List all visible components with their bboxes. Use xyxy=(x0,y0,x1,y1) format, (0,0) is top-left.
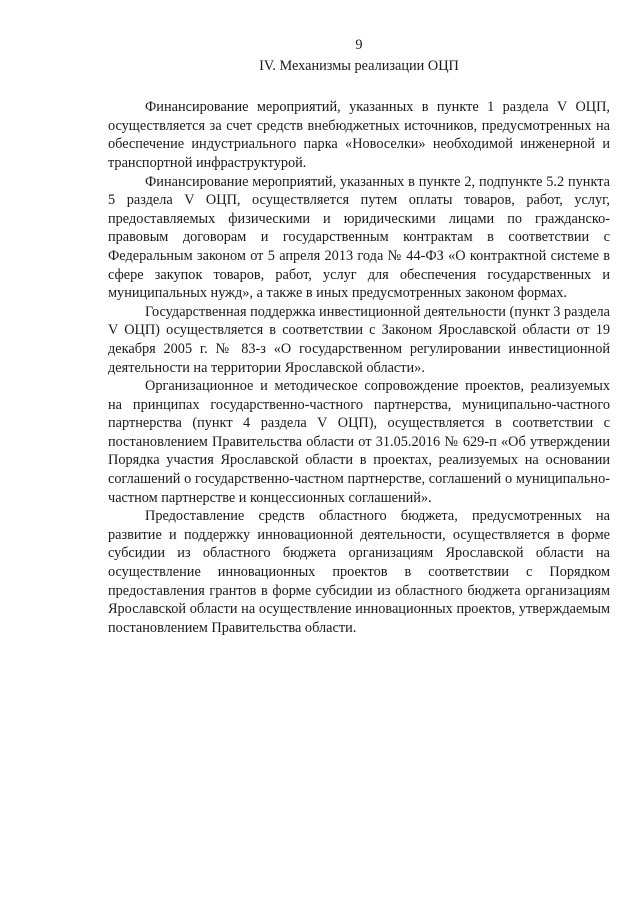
paragraph-investment-support: Государственная поддержка инвестиционной деятельности (пункт 3 раздела V ОЦП) осуществляется в соответствии с Законом Ярославской области от 19 декабря 2005 г. № 83-з «О государственном регулировании инвестиционной деятельности на территории Ярославской области». xyxy=(108,303,611,376)
paragraph-funding-procurement: Финансирование мероприятий, указанных в пункте 2, подпункте 5.2 пункта 5 раздела V ОЦП, осуществляется путем оплаты товаров, работ, услуг, предоставляемых физическими и юридическими лицами по гражданско-правовым договорам и государственным контрактам в соответствии с Федеральным законом от 5 апреля 2013 года № 44-ФЗ «О контрактной системе в сфере закупок товаров, работ, услуг для обеспечения государственных и муниципальных нужд», а также в иных предусмотренных законом формах. xyxy=(108,173,610,302)
document-page xyxy=(108,36,610,637)
paragraph-ppp-support: Организационное и методическое сопровождение проектов, реализуемых на принципах государственно-частного партнерства, муниципально-частного партнерства (пункт 4 раздела V ОЦП), осуществляется в соответствии с постановлением Правительства области от 31.05.2016 № 629-п «Об утверждении Порядка участия Ярославской области в проектах, реализуемых на основании соглашений о государственно-частном партнерстве, соглашений о муниципально-частном партнерстве и концессионных соглашений». xyxy=(108,378,610,506)
paragraph-funding-extrabudgetary: Финансирование мероприятий, указанных в пункте 1 раздела V ОЦП, осуществляется за счет средств внебюджетных источников, предусмотренных на обеспечение индустриального парка «Новоселки» необходимой инженерной и транспортной инфраструктурой. xyxy=(108,99,610,171)
paragraph-innovation-subsidy: Предоставление средств областного бюджета, предусмотренных на развитие и поддержку инновационной деятельности, осуществляется в форме субсидии из областного бюджета организациям Ярославской области на осуществление инновационных проектов в соответствии с Порядком предоставления грантов в форме субсидии из областного бюджета организациям Ярославской области на осуществление инновационных проектов, утверждаемым постановлением Правительства области. xyxy=(108,508,610,636)
page-number: 9 xyxy=(355,37,363,53)
section-title: IV. Механизмы реализации ОЦП xyxy=(259,57,459,74)
